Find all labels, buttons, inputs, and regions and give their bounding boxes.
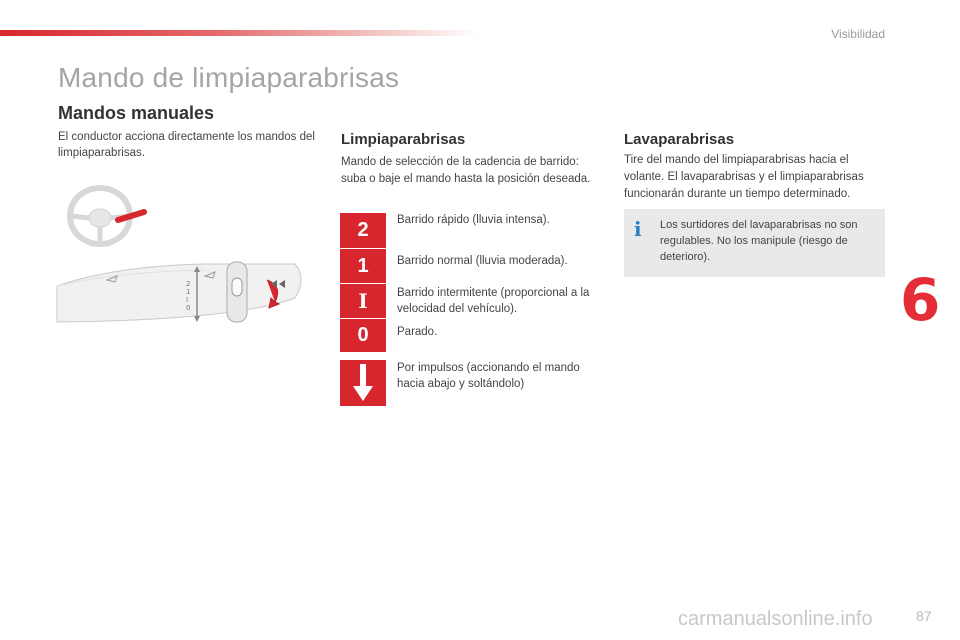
mode-badge-off: 0	[340, 319, 386, 352]
mode-label-intermittent: Barrido intermitente (proporcional a la velocidad del vehículo).	[397, 287, 590, 315]
manual-heading: Mandos manuales	[58, 103, 215, 123]
steering-wheel-illustration	[62, 182, 152, 248]
info-text: Los surtidores del lavaparabrisas no son regulables. No los manipule (riesgo de deterioro).	[660, 219, 858, 263]
header-accent-bar	[0, 30, 480, 36]
page-title: Mando de limpiaparabrisas	[58, 62, 400, 93]
section-label: Visibilidad	[831, 27, 885, 41]
wipers-title: Limpiaparabrisas	[341, 131, 466, 148]
wiper-stalk-illustration	[55, 258, 310, 328]
watermark: carmanualsonline.info	[678, 608, 873, 630]
washer-description: Tire del mando del limpiaparabrisas hacia el volante. El lavaparabrisas y el limpiaparabrisas funcionarán durante un tiempo determinado.	[624, 154, 864, 200]
mode-label-fast: Barrido rápido (lluvia intensa).	[397, 214, 550, 226]
mode-badge-single	[340, 360, 386, 406]
mode-badge-normal: 1	[340, 249, 386, 283]
wipers-description: Mando de selección de la cadencia de barrido: suba o baje el mando hasta la posición deseada.	[341, 156, 591, 185]
manual-intro: El conductor acciona directamente los mandos del limpiaparabrisas.	[58, 131, 315, 159]
washer-title: Lavaparabrisas	[624, 131, 735, 148]
page-number: 87	[916, 608, 932, 624]
mode-badge-fast: 2	[340, 213, 386, 248]
mode-label-single: Por impulsos (accionando el mando hacia abajo y soltándolo)	[397, 362, 580, 390]
info-box	[624, 209, 885, 277]
mode-label-normal: Barrido normal (lluvia moderada).	[397, 255, 568, 267]
chapter-number: 6	[900, 266, 941, 334]
mode-badge-intermittent: I	[340, 284, 386, 318]
arrow-down-icon	[352, 364, 374, 402]
mode-label-off: Parado.	[397, 326, 438, 338]
stalk-position-labels: 2 1 I 0	[186, 280, 191, 312]
info-icon: i	[634, 217, 642, 241]
